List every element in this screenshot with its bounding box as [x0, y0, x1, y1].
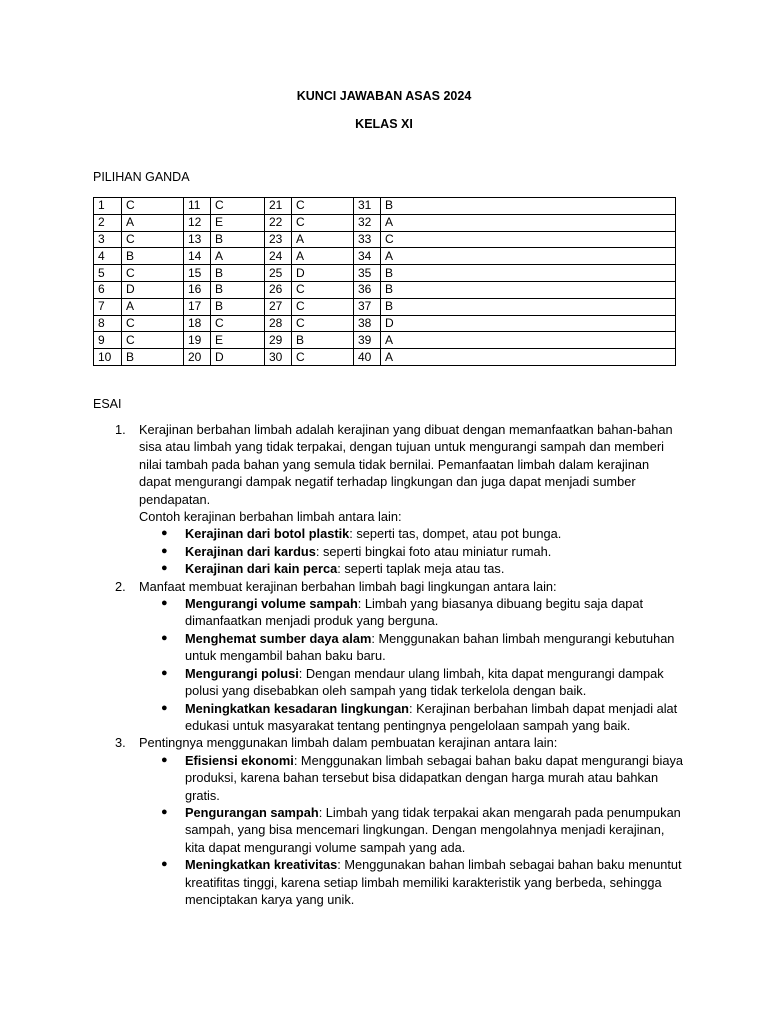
list-item — [139, 856, 683, 908]
bullet-icon: ● — [161, 562, 168, 575]
bullet-description: : Menggunakan bahan limbah mengurangi kebutuhan untuk mengambil bahan baku baru. — [185, 630, 675, 664]
question-number-cell: 8 — [94, 315, 122, 332]
question-number-cell: 37 — [354, 298, 381, 315]
bullet-icon: ● — [161, 527, 168, 540]
answer-cell: B — [381, 265, 676, 282]
bullet-icon: ● — [161, 701, 168, 714]
table-row — [94, 265, 676, 282]
table-row — [94, 349, 676, 366]
table-row — [94, 198, 676, 215]
question-number-cell: 18 — [184, 315, 211, 332]
question-number: 3. — [115, 735, 126, 751]
bullet-description: : seperti bingkai foto atau miniatur rumah. — [315, 543, 552, 559]
answer-cell: B — [122, 248, 184, 265]
question-number-cell: 38 — [354, 315, 381, 332]
bullet-term: Kerajinan dari kain perca — [185, 561, 338, 577]
answer-cell: A — [381, 214, 676, 231]
answer-cell: B — [211, 265, 265, 282]
question-number-cell: 21 — [265, 198, 292, 215]
answer-cell: C — [292, 281, 354, 298]
bullet-description: : seperti taplak meja atau tas. — [337, 561, 505, 577]
bullet-description: : Menggunakan bahan limbah sebagai bahan baku menuntut kreatifitas tinggi, karena setiap limbah memiliki karakteristik yang berbeda, sehingga menciptakan karya yang unik. — [185, 857, 682, 907]
answer-cell: C — [292, 298, 354, 315]
essay-label: ESAI — [93, 397, 122, 411]
bullet-term: Meningkatkan kesadaran lingkungan — [185, 700, 410, 716]
answer-cell: D — [292, 265, 354, 282]
question-number-cell: 12 — [184, 214, 211, 231]
question-number-cell: 11 — [184, 198, 211, 215]
question-number-cell: 20 — [184, 349, 211, 366]
question-number-cell: 31 — [354, 198, 381, 215]
question-number-cell: 29 — [265, 332, 292, 349]
question-answer-text: Pentingnya menggunakan limbah dalam pembuatan kerajinan antara lain: — [139, 735, 558, 751]
bullet-description: : seperti tas, dompet, atau pot bunga. — [349, 526, 562, 542]
question-number-cell: 13 — [184, 231, 211, 248]
bullet-term: Kerajinan dari botol plastik — [185, 526, 350, 542]
table-row — [94, 248, 676, 265]
question-number-cell: 36 — [354, 281, 381, 298]
answer-cell: C — [122, 231, 184, 248]
question-number-cell: 28 — [265, 315, 292, 332]
question-number-cell: 39 — [354, 332, 381, 349]
question-number-cell: 25 — [265, 265, 292, 282]
list-item — [139, 665, 683, 700]
question-answer-text: Kerajinan berbahan limbah adalah kerajinan yang dibuat dengan memanfaatkan bahan-bahan sisa atau limbah yang tidak terpakai, dengan tujuan untuk mengurangi sampah dan memberi nilai tambah pada bahan yang semula tidak bernilai. Pemanfaatan limbah dalam kerajinan dapat mengurangi dampak negatif terhadap lingkungan dan juga dapat menjadi sumber pendapatan. — [139, 422, 673, 507]
question-number-cell: 22 — [265, 214, 292, 231]
question-number: 2. — [115, 578, 126, 594]
bullet-term: Pengurangan sampah — [185, 804, 319, 820]
essay-question — [93, 578, 683, 735]
multiple-choice-label: PILIHAN GANDA — [93, 170, 190, 184]
question-number-cell: 24 — [265, 248, 292, 265]
answer-key-table — [93, 197, 676, 366]
question-number-cell: 19 — [184, 332, 211, 349]
answer-cell: B — [211, 298, 265, 315]
answer-cell: A — [211, 248, 265, 265]
question-number-cell: 27 — [265, 298, 292, 315]
list-item — [139, 630, 683, 665]
list-item — [139, 595, 683, 630]
question-subtext: Contoh kerajinan berbahan limbah antara lain: — [139, 509, 402, 525]
question-number-cell: 26 — [265, 281, 292, 298]
answer-cell: D — [122, 281, 184, 298]
document-subtitle: KELAS XI — [355, 117, 413, 131]
answer-cell: C — [381, 231, 676, 248]
question-number-cell: 14 — [184, 248, 211, 265]
question-number-cell: 4 — [94, 248, 122, 265]
essay-question — [93, 734, 683, 908]
question-number-cell: 40 — [354, 349, 381, 366]
answer-cell: B — [211, 281, 265, 298]
document-title: KUNCI JAWABAN ASAS 2024 — [296, 89, 472, 103]
question-answer-text: Manfaat membuat kerajinan berbahan limbah bagi lingkungan antara lain: — [139, 578, 557, 594]
answer-cell: C — [292, 198, 354, 215]
answer-cell: B — [211, 231, 265, 248]
question-number-cell: 34 — [354, 248, 381, 265]
bullet-term: Menghemat sumber daya alam — [185, 630, 372, 646]
answer-cell: C — [122, 265, 184, 282]
table-row — [94, 281, 676, 298]
list-item — [139, 752, 683, 804]
answer-cell: A — [122, 298, 184, 315]
answer-cell: A — [292, 248, 354, 265]
answer-cell: A — [381, 349, 676, 366]
question-number-cell: 17 — [184, 298, 211, 315]
answer-cell: B — [122, 349, 184, 366]
answer-cell: A — [381, 248, 676, 265]
bullet-term: Kerajinan dari kardus — [185, 543, 316, 559]
list-item — [139, 525, 683, 542]
list-item — [139, 804, 683, 856]
table-row — [94, 332, 676, 349]
list-item — [139, 700, 683, 735]
table-row — [94, 298, 676, 315]
answer-cell: D — [211, 349, 265, 366]
answer-cell: B — [292, 332, 354, 349]
answer-cell: C — [122, 315, 184, 332]
bullet-description: : Limbah yang biasanya dibuang begitu saja dapat dimanfaatkan menjadi produk yang berguna. — [185, 596, 644, 629]
bullet-term: Meningkatkan kreativitas — [185, 857, 338, 873]
question-number-cell: 35 — [354, 265, 381, 282]
essay-question — [93, 421, 683, 578]
bullet-icon: ● — [161, 544, 168, 557]
question-number-cell: 15 — [184, 265, 211, 282]
answer-cell: C — [292, 349, 354, 366]
bullet-icon: ● — [161, 597, 168, 610]
list-item — [139, 543, 683, 560]
bullet-icon: ● — [161, 753, 168, 766]
bullet-description: : Limbah yang tidak terpakai akan mengarah pada penumpukan sampah, yang bisa mencemari lingkungan. Dengan mengolahnya menjadi kerajinan, kita dapat mengurangi volume sampah yang ada. — [185, 804, 681, 855]
answer-cell: E — [211, 332, 265, 349]
question-number-cell: 3 — [94, 231, 122, 248]
bullet-list — [139, 525, 683, 577]
essay-answers — [93, 421, 683, 908]
bullet-term: Efisiensi ekonomi — [185, 752, 294, 768]
answer-cell: B — [381, 281, 676, 298]
bullet-icon: ● — [161, 666, 168, 679]
question-number-cell: 2 — [94, 214, 122, 231]
list-item — [139, 560, 683, 577]
bullet-term: Mengurangi volume sampah — [185, 596, 358, 612]
question-number-cell: 30 — [265, 349, 292, 366]
question-number-cell: 23 — [265, 231, 292, 248]
bullet-description: : Menggunakan limbah sebagai bahan baku dapat mengurangi biaya produksi, karena bahan tersebut bisa didapatkan dengan harga murah atau bahkan gratis. — [185, 752, 683, 803]
bullet-icon: ● — [161, 805, 168, 818]
question-number-cell: 5 — [94, 265, 122, 282]
answer-cell: A — [122, 214, 184, 231]
question-number-cell: 16 — [184, 281, 211, 298]
bullet-term: Mengurangi polusi — [185, 665, 299, 681]
answer-cell: E — [211, 214, 265, 231]
answer-cell: D — [381, 315, 676, 332]
answer-cell: C — [122, 332, 184, 349]
table-row — [94, 315, 676, 332]
answer-cell: C — [292, 315, 354, 332]
bullet-description: : Kerajinan berbahan limbah dapat menjadi alat edukasi untuk masyarakat tentang pentingnya pengelolaan sampah yang baik. — [185, 700, 678, 733]
question-number-cell: 1 — [94, 198, 122, 215]
table-row — [94, 214, 676, 231]
question-number-cell: 33 — [354, 231, 381, 248]
question-number-cell: 10 — [94, 349, 122, 366]
table-row — [94, 231, 676, 248]
question-number-cell: 9 — [94, 332, 122, 349]
answer-cell: C — [122, 198, 184, 215]
answer-cell: C — [211, 198, 265, 215]
answer-cell: B — [381, 198, 676, 215]
answer-cell: B — [381, 298, 676, 315]
answer-cell: C — [292, 214, 354, 231]
bullet-list — [139, 752, 683, 909]
bullet-list — [139, 595, 683, 734]
answer-cell: A — [292, 231, 354, 248]
question-number-cell: 7 — [94, 298, 122, 315]
bullet-icon: ● — [161, 631, 168, 644]
bullet-icon: ● — [161, 858, 168, 871]
question-number-cell: 32 — [354, 214, 381, 231]
answer-cell: A — [381, 332, 676, 349]
answer-cell: C — [211, 315, 265, 332]
question-number-cell: 6 — [94, 281, 122, 298]
bullet-description: : Dengan mendaur ulang limbah, kita dapat mengurangi dampak polusi yang disebabkan oleh sampah yang tidak terkelola dengan baik. — [185, 665, 664, 699]
question-number: 1. — [115, 422, 126, 437]
